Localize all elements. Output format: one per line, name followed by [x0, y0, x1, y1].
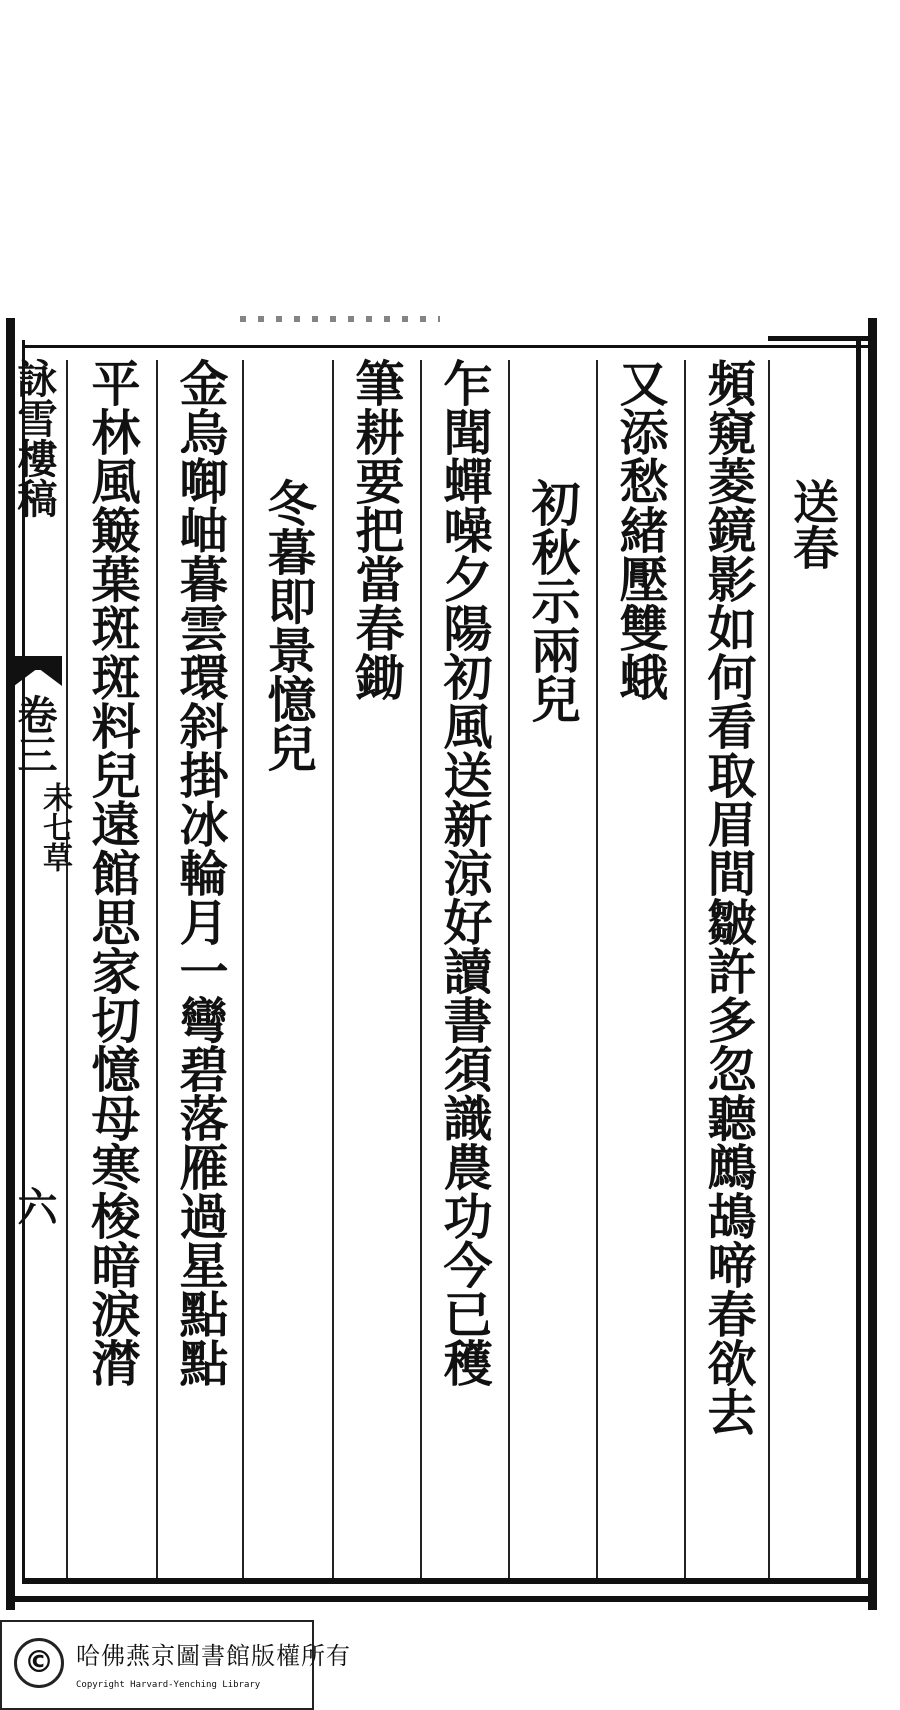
column-rule [420, 360, 422, 1578]
column-rule [156, 360, 158, 1578]
poem-title: 冬暮即景憶兒 [260, 478, 318, 772]
bottom-border-outer [6, 1596, 877, 1602]
column-rule [596, 360, 598, 1578]
column-rule [242, 360, 244, 1578]
column-rule [684, 360, 686, 1578]
top-border [22, 345, 868, 348]
poem-line: 筆耕要把當春鋤 [348, 358, 406, 701]
top-edge-marks [240, 316, 440, 322]
column-rule [508, 360, 510, 1578]
folio-number: 六 [11, 1186, 58, 1226]
copyright-stamp [0, 1620, 351, 1710]
column-rule [768, 360, 770, 1578]
column-rule [66, 360, 68, 1578]
poem-line: 平林風簸葉斑斑料兒遠館思家切憶母寒梭暗淚潸 [84, 358, 142, 1387]
copyright-icon: © [14, 1638, 64, 1688]
poem-line: 乍聞蟬噪夕陽初風送新涼好讀書須識農功今已穫 [436, 358, 494, 1387]
copyright-english: Copyright Harvard-Yenching Library [76, 1680, 261, 1690]
inner-border-right [856, 340, 861, 1582]
column-rule [332, 360, 334, 1578]
outer-border-right [868, 318, 877, 1610]
poem-line: 金烏啣岫暮雲環斜掛冰輪月一彎碧落雁過星點點 [172, 358, 230, 1387]
fish-tail-notch [14, 668, 62, 686]
poem-title: 送春 [786, 478, 840, 570]
book-title: 詠雪樓稿 [11, 358, 58, 518]
spine-margin [10, 358, 72, 1578]
poem-title: 初秋示兩兒 [524, 478, 582, 723]
top-border-corner [768, 336, 868, 341]
section-label: 未七草 [37, 782, 72, 872]
volume-number: 卷三 [11, 694, 58, 774]
poem-line: 頻窺菱鏡影如何看取眉間皺許多忽聽鷓鴣啼春欲去 [700, 358, 758, 1436]
bottom-border-inner [22, 1578, 868, 1584]
poem-line: 又添愁緒壓雙蛾 [612, 358, 670, 701]
copyright-chinese: 哈佛燕京圖書館版權所有 [76, 1642, 351, 1670]
